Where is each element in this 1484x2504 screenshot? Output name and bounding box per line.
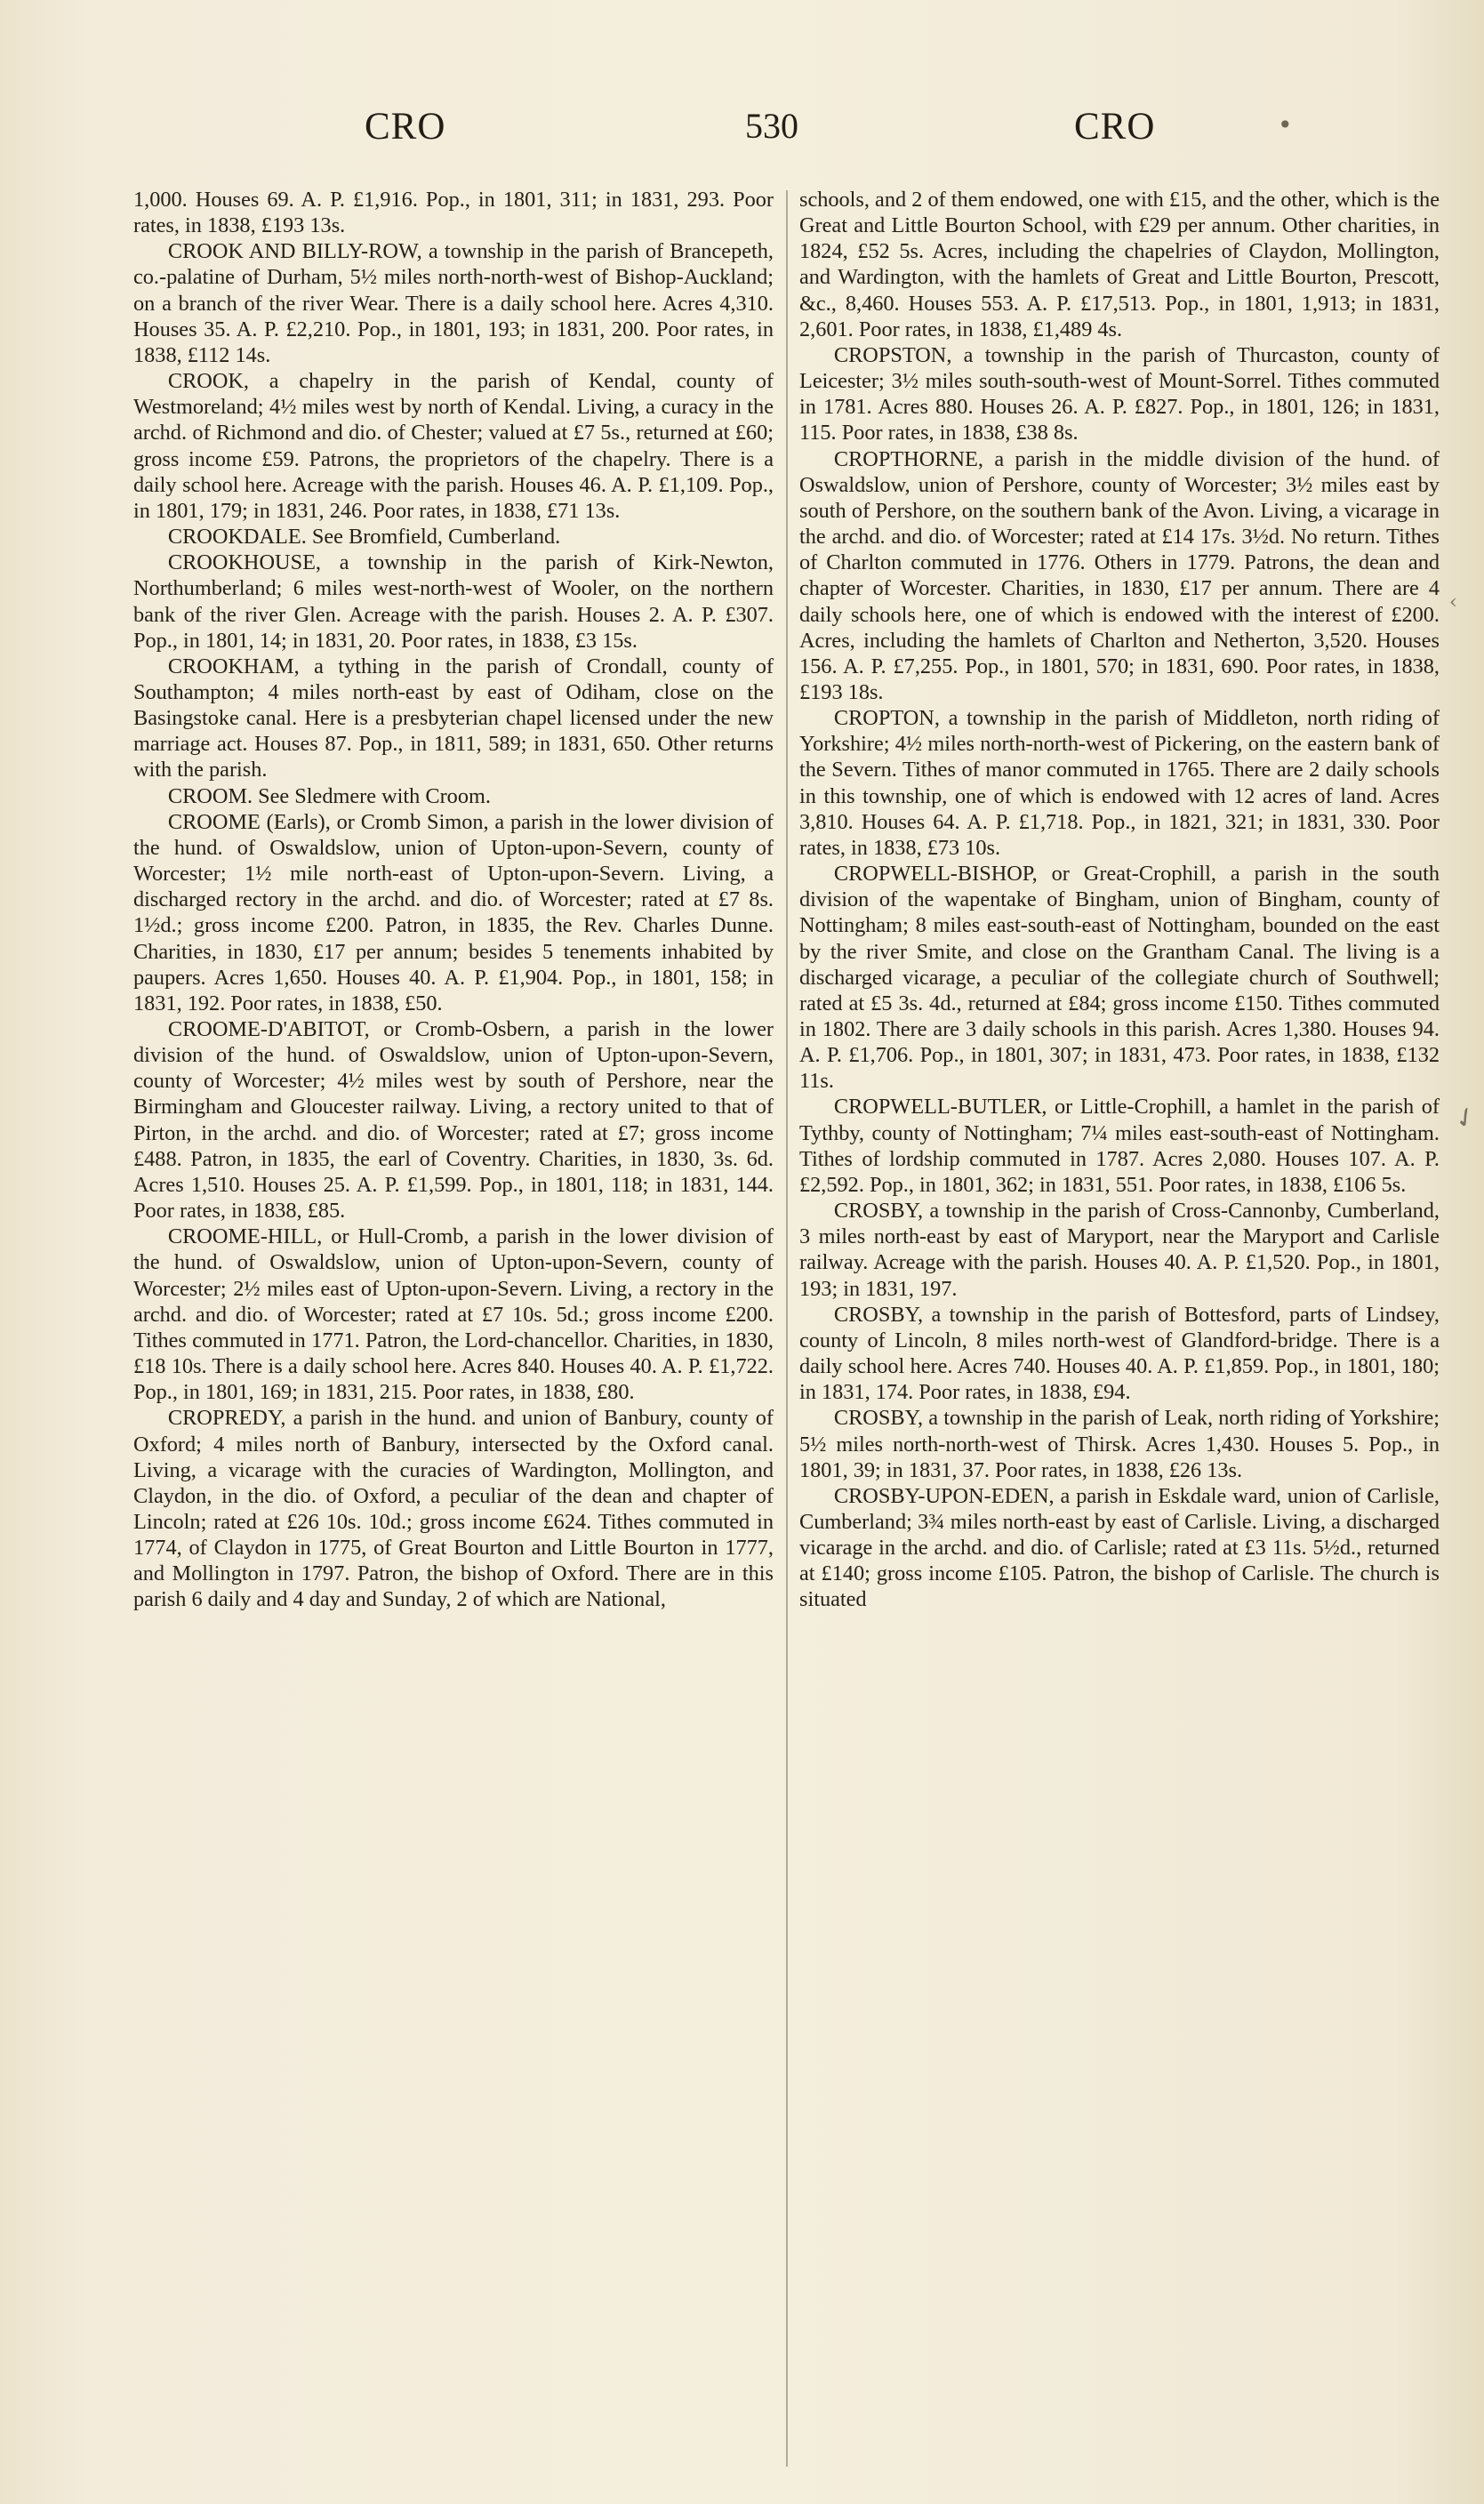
entry-cropredy: CROPREDY, a parish in the hund. and union of Banbury, county of Oxford; 4 miles north of Banbury, intersected by the Oxford canal. Living, a vicarage with the curacies of Wardington, Mollington, and Claydon, in the dio. of Oxford, a peculiar of the dean and chapter of Lincoln; rated at £26 10s. 10d.; gross income £624. Tithes commuted in 1774, of Claydon in 1775, of Great Bourton and Little Bourton in 1777, and Mollington in 1797. Patron, the bishop of Oxford. There are in this parish 6 daily and 4 day and Sunday, 2 of which are National, — [133, 1406, 774, 1612]
entry-crookham: CROOKHAM, a tything in the parish of Crondall, county of Southampton; 4 miles north-east by east of Odiham, close on the Basingstoke canal. Here is a presbyterian chapel licensed under the new marriage act. Houses 87. Pop., in 1811, 589; in 1831, 650. Other returns with the parish. — [133, 654, 774, 782]
column-divider — [786, 190, 788, 2467]
entry-cropredy-continuation: schools, and 2 of them endowed, one with £15, and the other, which is the Great and Little Bourton School, with £29 per annum. Other charities, in 1824, £52 5s. Acres, including the chapelries of Claydon, Mollington, and Wardington, with the hamlets of Great and Little Bourton, Prescott, &c., 8,460. Houses 553. A. P. £17,513. Pop., in 1801, 1,913; in 1831, 2,601. Poor rates, in 1838, £1,489 4s. — [799, 188, 1440, 341]
entry-cropthorne: CROPTHORNE, a parish in the middle division of the hund. of Oswaldslow, union of Pershore, county of Worcester; 3½ miles east by south of Pershore, on the southern bank of the Avon. Living, a vicarage in the archd. and dio. of Worcester; rated at £14 17s. 3½d. No return. Tithes of Charlton commuted in 1776. Others in 1779. Patrons, the dean and chapter of Worcester. Charities, in 1830, £17 per annum. There are 4 daily schools here, one of which is endowed with the interest of £200. Acres, including the hamlets of Charlton and Netherton, 3,520. Houses 156. A. P. £7,255. Pop., in 1801, 570; in 1831, 690. Poor rates, in 1838, £193 18s. — [799, 446, 1440, 704]
header-left-word: CRO — [365, 106, 446, 148]
entry-crosby-cumberland: CROSBY, a township in the parish of Cross-Cannonby, Cumberland, 3 miles north-east by east of Maryport, near the Maryport and Carlisle railway. Acreage with the parish. Houses 40. A. P. £1,520. Pop., in 1801, 193; in 1831, 197. — [799, 1199, 1440, 1301]
entry-crookdale: CROOKDALE. See Bromfield, Cumberland. — [167, 525, 561, 550]
entry-croome-earls: CROOME (Earls), or Cromb Simon, a parish in the lower division of the hund. of Oswaldslow, union of Upton-upon-Severn, county of Worcester; 1½ mile north-east of Upton-upon-Severn. Living, a discharged rectory in the archd. and dio. of Worcester; rated at £7 8s. 1½d.; gross income £200. Patron, in 1835, the Rev. Charles Dunne. Charities, in 1830, £17 per annum; besides 5 tenements inhabited by paupers. Acres 1,650. Houses 40. A. P. £1,904. Pop., in 1801, 158; in 1831, 192. Poor rates, in 1838, £50. — [133, 809, 774, 1015]
header-right-word: CRO — [1074, 106, 1156, 148]
entry-crosby-yorkshire: CROSBY, a township in the parish of Leak, north riding of Yorkshire; 5½ miles north-north-west of Thirsk. Acres 1,430. Houses 5. Pop., in 1801, 39; in 1831, 37. Poor rates, in 1838, £26 13s. — [799, 1406, 1440, 1482]
left-column — [133, 187, 774, 1613]
margin-check-mark: ✓ — [1448, 1099, 1484, 1137]
entry-crosby-upon-eden: CROSBY-UPON-EDEN, a parish in Eskdale ward, union of Carlisle, Cumberland; 3¾ miles north-east by east of Carlisle. Living, a discharged vicarage in the archd. and dio. of Carlisle; rated at £3 11s. 5½d., returned at £140; gross income £105. Patron, the bishop of Carlisle. The church is situated — [799, 1483, 1440, 1612]
entry-cropston: CROPSTON, a township in the parish of Thurcaston, county of Leicester; 3½ miles south-south-west of Mount-Sorrel. Tithes commuted in 1781. Acres 880. Houses 26. A. P. £827. Pop., in 1801, 126; in 1831, 115. Poor rates, in 1838, £38 8s. — [799, 342, 1440, 445]
entry-croome-hill: CROOME-HILL, or Hull-Cromb, a parish in the lower division of the hund. of Oswaldslow, union of Upton-upon-Severn, county of Worcester; 2½ miles east of Upton-upon-Severn. Living, a rectory in the archd. and dio. of Worcester; rated at £7 10s. 5d.; gross income £200. Tithes commuted in 1771. Patron, the Lord-chancellor. Charities, in 1830, £18 10s. There is a daily school here. Acres 840. Houses 40. A. P. £1,722. Pop., in 1801, 169; in 1831, 215. Poor rates, in 1838, £80. — [133, 1224, 774, 1405]
entry-croome-dabitot: CROOME-D'ABITOT, or Cromb-Osbern, a parish in the lower division of the hund. of Oswaldslow, union of Upton-upon-Severn, county of Worcester; 4½ miles west by south of Pershore, near the Birmingham and Gloucester railway. Living, a rectory united to that of Pirton, in the archd. and dio. of Worcester; rated at £7; gross income £488. Patron, in 1835, the earl of Coventry. Charities, in 1830, 3s. 6d. Acres 1,510. Houses 25. A. P. £1,599. Pop., in 1801, 118; in 1831, 144. Poor rates, in 1838, £85. — [133, 1017, 774, 1224]
entry-crook-and-billy-row: CROOK AND BILLY-ROW, a township in the parish of Brancepeth, co.-palatine of Durham, 5½ miles north-north-west of Bishop-Auckland; on a branch of the river Wear. There is a daily school here. Acres 4,310. Houses 35. A. P. £2,210. Pop., in 1801, 193; in 1831, 200. Poor rates, in 1838, £112 14s. — [133, 239, 774, 367]
margin-tick-mark: ‹ — [1449, 591, 1457, 614]
entry-cropton: CROPTON, a township in the parish of Middleton, north riding of Yorkshire; 4½ miles north-north-west of Pickering, on the eastern bank of the Severn. Tithes of manor commuted in 1765. There are 2 daily schools in this township, one of which is endowed with 12 acres of land. Acres 3,810. Houses 64. A. P. £1,718. Pop., in 1821, 321; in 1831, 330. Poor rates, in 1838, £73 10s. — [799, 706, 1440, 860]
entry-continuation: 1,000. Houses 69. A. P. £1,916. Pop., in 1801, 311; in 1831, 293. Poor rates, in 1838, £193 13s. — [133, 188, 774, 238]
entry-cropwell-bishop: CROPWELL-BISHOP, or Great-Crophill, a parish in the south division of the wapentake of Bingham, union of Bingham, county of Nottingham; 8 miles east-south-east of Nottingham, bounded on the east by the river Smite, and close on the Grantham Canal. The living is a discharged vicarage, a peculiar of the collegiate church of Southwell; rated at £5 3s. 4d., returned at £84; gross income £150. Tithes commuted in 1802. There are 3 daily schools in this parish. Acres 1,380. Houses 94. A. P. £1,706. Pop., in 1801, 307; in 1831, 473. Poor rates, in 1838, £132 11s. — [799, 862, 1440, 1094]
entry-crook: CROOK, a chapelry in the parish of Kendal, county of Westmoreland; 4½ miles west by north of Kendal. Living, a curacy in the archd. of Richmond and dio. of Chester; valued at £7 5s., returned at £60; gross income £59. Patrons, the proprietors of the chapelry. There is a daily school here. Acreage with the parish. Houses 46. A. P. £1,109. Pop., in 1801, 179; in 1831, 246. Poor rates, in 1838, £71 13s. — [133, 369, 774, 523]
entry-croom: CROOM. See Sledmere with Croom. — [167, 783, 491, 808]
running-header — [0, 105, 1484, 167]
entry-crookhouse: CROOKHOUSE, a township in the parish of Kirk-Newton, Northumberland; 6 miles west-north-west of Wooler, on the northern bank of the river Glen. Acreage with the parish. Houses 2. A. P. £307. Pop., in 1801, 14; in 1831, 20. Poor rates, in 1838, £3 15s. — [133, 550, 774, 653]
header-dot: • — [1278, 110, 1293, 140]
entry-cropwell-butler: CROPWELL-BUTLER, or Little-Crophill, a hamlet in the parish of Tythby, county of Nottingham; 7¼ miles east-south-east of Nottingham. Tithes of lordship commuted in 1787. Acres 2,080. Houses 107. A. P. £2,592. Pop., in 1801, 362; in 1831, 551. Poor rates, in 1838, £106 5s. — [799, 1095, 1440, 1197]
entry-crosby-lincoln: CROSBY, a township in the parish of Bottesford, parts of Lindsey, county of Lincoln, 8 miles north-west of Glandford-bridge. There is a daily school here. Acres 740. Houses 40. A. P. £1,859. Pop., in 1801, 180; in 1831, 174. Poor rates, in 1838, £94. — [799, 1302, 1440, 1405]
page-number: 530 — [745, 106, 798, 146]
right-column — [799, 187, 1440, 1613]
